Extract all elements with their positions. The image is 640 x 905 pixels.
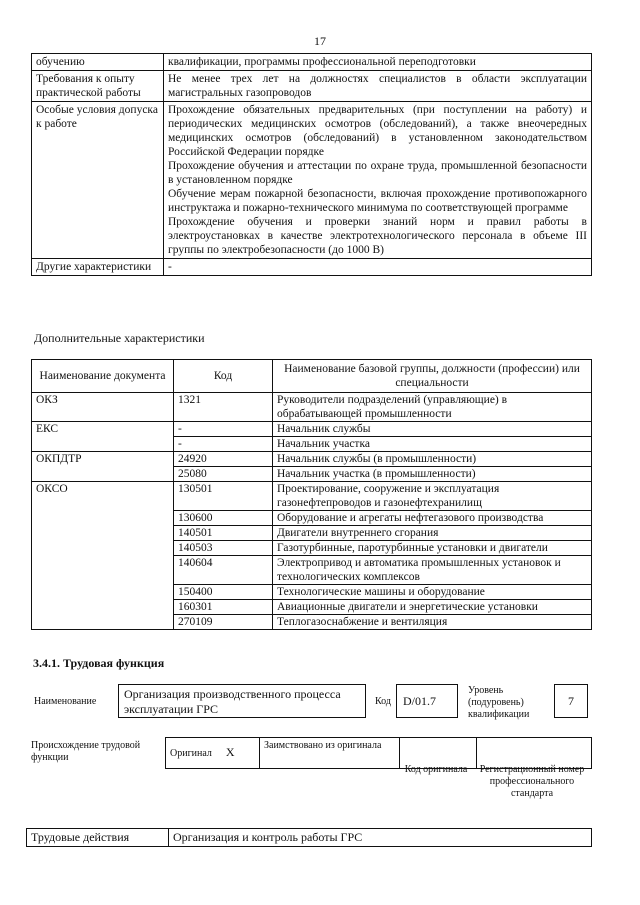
- table-row: [32, 511, 592, 526]
- name-cell: Начальник участка (в промышленности): [273, 467, 592, 482]
- actions-value: Организация и контроль работы ГРС: [169, 829, 592, 847]
- doc-cell: ОКПДТР: [32, 452, 174, 467]
- code-cell: 130501: [174, 482, 273, 511]
- code-cell: 130600: [174, 511, 273, 526]
- code-cell: -: [174, 422, 273, 437]
- row-label: Особые условия допуска к работе: [32, 102, 164, 259]
- name-cell: Двигатели внутреннего сгорания: [273, 526, 592, 541]
- origin-label: Происхождение трудовой функции: [31, 740, 141, 763]
- doc-cell-empty: [32, 511, 174, 526]
- row-label: Требования к опыту практической работы: [32, 71, 164, 102]
- code-cell: 1321: [174, 393, 273, 422]
- name-cell: Начальник службы: [273, 422, 592, 437]
- function-heading: 3.4.1. Трудовая функция: [33, 656, 165, 670]
- column-header: Наименование базовой группы, должности (профессии) или специальности: [273, 360, 592, 393]
- row-paragraph: Прохождение обучения и проверки знаний норм и правил работы в электроустановках в качестве электротехнологического персонала в объеме III группы по электробезопасности (до 1000 В): [168, 216, 587, 256]
- table-row: [32, 393, 592, 422]
- table-row: [32, 54, 592, 71]
- name-cell: Оборудование и агрегаты нефтегазового производства: [273, 511, 592, 526]
- name-cell: Технологические машины и оборудование: [273, 585, 592, 600]
- actions-label: Трудовые действия: [27, 829, 169, 847]
- name-cell: Газотурбинные, паротурбинные установки и двигатели: [273, 541, 592, 556]
- column-header: Код: [174, 360, 273, 393]
- function-code-value: D/01.7: [396, 684, 458, 718]
- code-cell: 160301: [174, 600, 273, 615]
- column-header: Наименование документа: [32, 360, 174, 393]
- table-row: [32, 71, 592, 102]
- row-paragraph: -: [168, 261, 172, 273]
- name-cell: Начальник службы (в промышленности): [273, 452, 592, 467]
- doc-cell-empty: [32, 600, 174, 615]
- additional-table: [31, 359, 592, 630]
- table-row: [32, 541, 592, 556]
- table-row: [32, 422, 592, 437]
- doc-cell-empty: [32, 437, 174, 452]
- original-label: Оригинал: [170, 748, 212, 759]
- row-label: Другие характеристики: [32, 259, 164, 276]
- page-number: 17: [314, 34, 326, 48]
- code-cell: 24920: [174, 452, 273, 467]
- code-cell: 150400: [174, 585, 273, 600]
- row-value: [164, 71, 592, 102]
- additional-heading: Дополнительные характеристики: [34, 331, 205, 345]
- doc-cell-empty: [32, 615, 174, 630]
- original-mark: X: [225, 745, 235, 759]
- actions-table: [26, 828, 592, 847]
- doc-cell-empty: [32, 585, 174, 600]
- code-cell: 25080: [174, 467, 273, 482]
- row-paragraph: Не менее трех лет на должностях специалистов в области эксплуатации магистральных газопроводов: [168, 73, 587, 99]
- code-cell: 270109: [174, 615, 273, 630]
- table-row: [32, 102, 592, 259]
- table-row: [32, 452, 592, 467]
- requirements-table: [31, 53, 592, 276]
- row-paragraph: квалификации, программы профессиональной переподготовки: [168, 56, 476, 68]
- function-name-value: Организация производственного процесса эксплуатации ГРС: [118, 684, 366, 718]
- doc-cell-empty: [32, 467, 174, 482]
- doc-cell-empty: [32, 526, 174, 541]
- name-label: Наименование: [34, 696, 97, 707]
- table-header-row: [32, 360, 592, 393]
- table-row: [32, 600, 592, 615]
- original-cell: [166, 738, 260, 769]
- doc-cell: ЕКС: [32, 422, 174, 437]
- level-label: Уровень (подуровень) квалификации: [468, 685, 530, 720]
- table-row: [32, 615, 592, 630]
- table-row: [32, 556, 592, 585]
- doc-cell-empty: [32, 556, 174, 585]
- table-row: [32, 526, 592, 541]
- name-cell: Авиационные двигатели и энергетические установки: [273, 600, 592, 615]
- name-cell: Электропривод и автоматика промышленных установок и технологических комплексов: [273, 556, 592, 585]
- table-row: [27, 829, 592, 847]
- row-value: [164, 102, 592, 259]
- row-paragraph: Обучение мерам пожарной безопасности, включая прохождение противопожарного инструктажа и пожарно-технического минимума по соответствующей программе: [168, 188, 587, 214]
- row-value: [164, 259, 592, 276]
- doc-cell-empty: [32, 541, 174, 556]
- code-cell: -: [174, 437, 273, 452]
- code-label: Код: [375, 696, 391, 707]
- row-value: [164, 54, 592, 71]
- table-row: [32, 482, 592, 511]
- table-row: [32, 467, 592, 482]
- table-row: [32, 259, 592, 276]
- row-label: обучению: [32, 54, 164, 71]
- reg-number-caption: Регистрационный номер профессионального стандарта: [479, 764, 585, 799]
- borrowed-cell: Заимствовано из оригинала: [260, 738, 400, 769]
- name-cell: Проектирование, сооружение и эксплуатация газонефтепроводов и газонефтехранилищ: [273, 482, 592, 511]
- code-cell: 140604: [174, 556, 273, 585]
- table-row: [32, 437, 592, 452]
- row-paragraph: Прохождение обязательных предварительных (при поступлении на работу) и периодических медицинских осмотров (обследований), а также внеочередных медицинских осмотров (обследований) в установленном законодательством Российской Федерации порядке: [168, 104, 587, 158]
- doc-cell: ОКЗ: [32, 393, 174, 422]
- row-paragraph: Прохождение обучения и аттестации по охране труда, промышленной безопасности в установленном порядке: [168, 160, 587, 186]
- name-cell: Теплогазоснабжение и вентиляция: [273, 615, 592, 630]
- name-cell: Начальник участка: [273, 437, 592, 452]
- code-original-caption: Код оригинала: [404, 764, 468, 775]
- doc-cell: ОКСО: [32, 482, 174, 511]
- code-cell: 140501: [174, 526, 273, 541]
- name-cell: Руководители подразделений (управляющие) в обрабатывающей промышленности: [273, 393, 592, 422]
- qualification-level-value: 7: [554, 684, 588, 718]
- code-cell: 140503: [174, 541, 273, 556]
- table-row: [32, 585, 592, 600]
